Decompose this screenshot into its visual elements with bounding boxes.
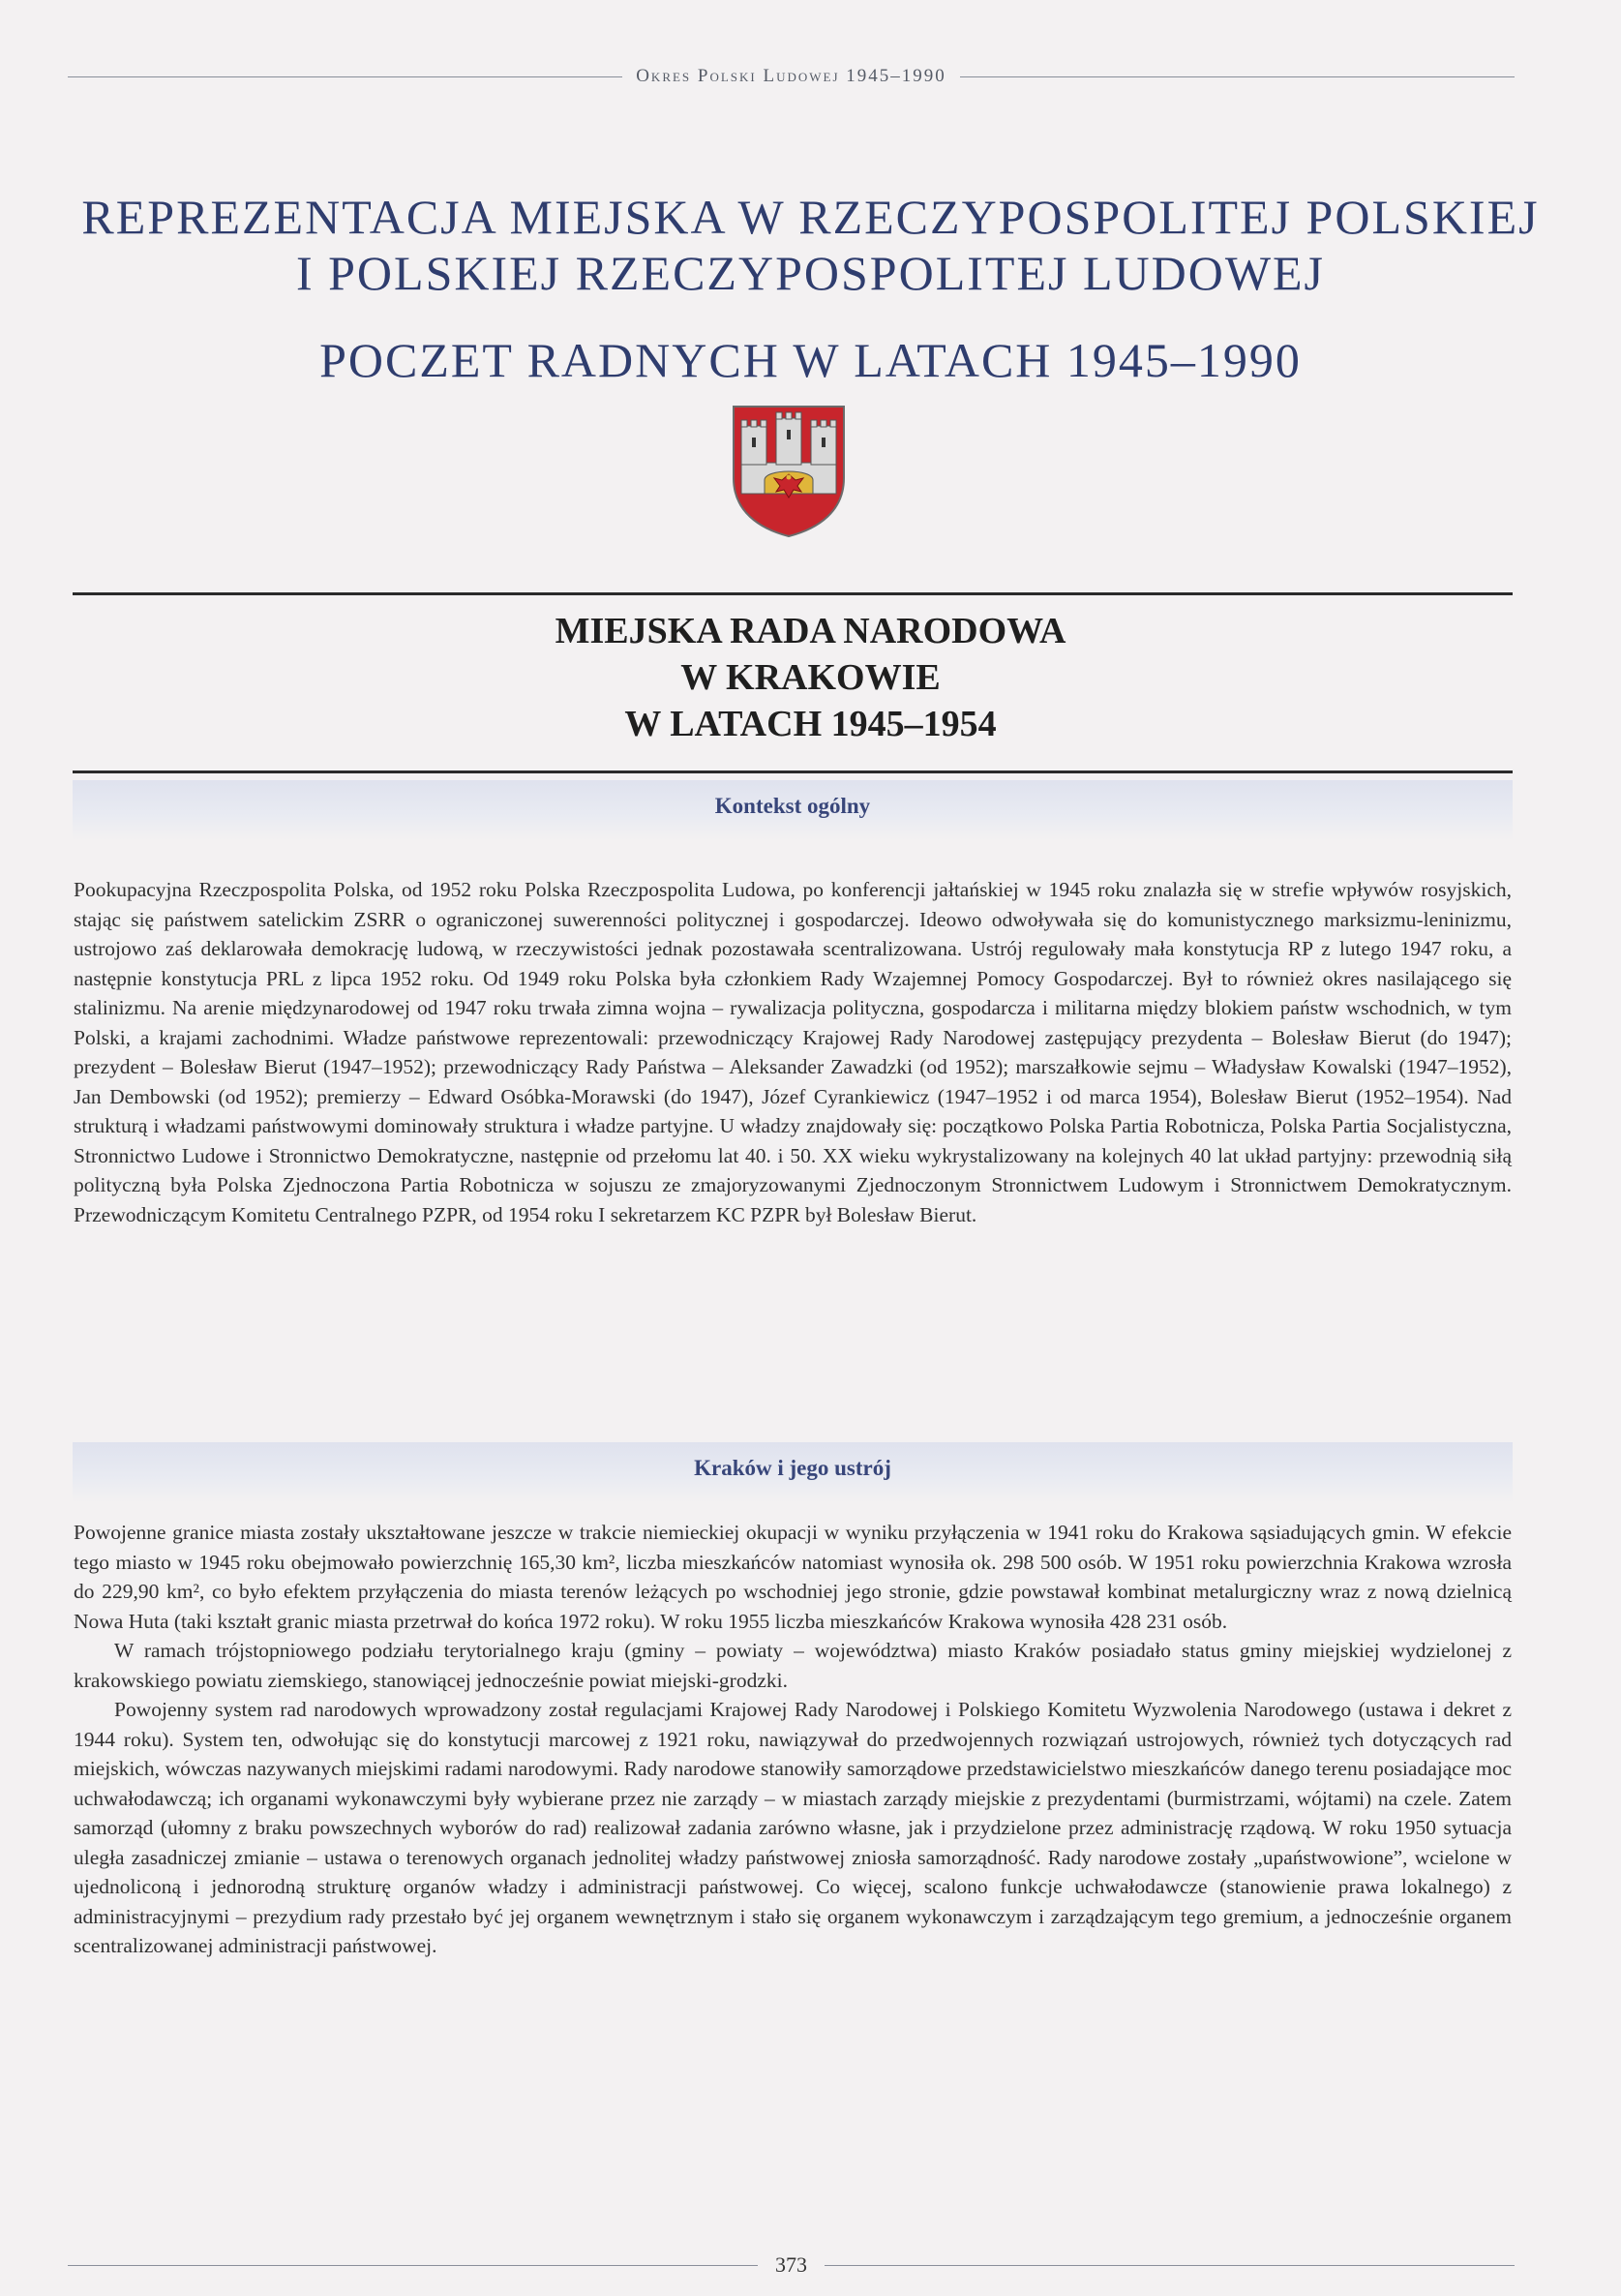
main-title-line2: I POLSKIEJ RZECZYPOSPOLITEJ LUDOWEJ: [295, 246, 1326, 300]
main-title-line1: REPREZENTACJA MIEJSKA W RZECZYPOSPOLITEJ POLSKIEJ: [81, 190, 1540, 244]
running-header: [68, 62, 1515, 91]
subheading-context: Kontekst ogólny: [714, 794, 871, 818]
body-context: [74, 875, 1512, 1229]
header-rule-right: [960, 76, 1515, 77]
rule-above-section-title: [73, 592, 1513, 595]
main-title-line3: POCZET RADNYCH W LATACH 1945–1990: [319, 333, 1302, 387]
page-number: 373: [775, 2252, 807, 2277]
subheading-band: [73, 780, 1513, 840]
running-header-text: Okres Polski Ludowej 1945–1990: [636, 66, 946, 86]
rule-below-section-title: [73, 770, 1513, 773]
section-title-line2: W KRAKOWIE: [680, 657, 941, 698]
body-krakow: [74, 1518, 1512, 1961]
paragraph: Powojenny system rad narodowych wprowadzony został regulacjami Krajowej Rady Narodowej i Polskiego Komitetu Wyzwolenia Narodowego (ustawa i dekret z 1944 roku). System ten, odwołując się do konstytucji marcowej z 1921 roku, nawiązywał do przedwojennych rozwiązań ustrojowych, również tych dotyczących rad miejskich, wówczas nazywanych miejskimi radami narodowymi. Rady narodowe stanowiły samorządowe przedstawicielstwo mieszkańców danego terenu posiadające moc uchwałodawczą; ich organami wykonawczymi były wybierane przez nie zarządy – w miastach zarządy miejskie z prezydentami (burmistrzami, wójtami) na czele. Zatem samorząd (ułomny z braku powszechnych wyborów do rad) realizował zadania zarówno własne, jak i przydzielone przez administrację rządową. W roku 1950 sytuacja uległa zasadniczej zmianie – ustawa o terenowych organach jednolitej władzy państwowej zniosła samorządność. Rady narodowe zostały „upaństwowione”, wcielone w ujednoliconą i jednorodną strukturę organów władzy i administracji państwowej. Co więcej, scalono funkcje uchwałodawcze (stanowienie prawa lokalnego) z administracyjnymi – prezydium rady przestało być jej organem wewnętrznym i stało się organem wykonawczym i zarządzającym tego gremium, a jednocześnie organem scentralizowanej administracji państwowej.: [74, 1698, 1512, 1957]
paragraph: Pookupacyjna Rzeczpospolita Polska, od 1952 roku Polska Rzeczpospolita Ludowa, po konferencji jałtańskiej w 1945 roku znalazła się w strefie wpływów rosyjskich, stając się państwem satelickim ZSRR o ograniczonej suwerenności politycznej i gospodarczej. Ideowo odwoływała się do komunistycznego marksizmu-leninizmu, ustrojowo zaś deklarowała demokrację ludową, w rzeczywistości jednak pozostawała scentralizowana. Ustrój regulowały mała konstytucja RP z lutego 1947 roku, a następnie konstytucja PRL z lipca 1952 roku. Od 1949 roku Polska była członkiem Rady Wzajemnej Pomocy Gospodarczej. Był to również okres nasilającego się stalinizmu. Na arenie międzynarodowej od 1947 roku trwała zimna wojna – rywalizacja polityczna, gospodarcza i militarna między blokiem państw wschodnich, w tym Polski, a krajami zachodnimi. Władze państwowe reprezentowali: przewodniczący Krajowej Rady Narodowej zastępujący prezydenta – Bolesław Bierut (do 1947); prezydent – Bolesław Bierut (1947–1952); przewodniczący Rady Państwa – Aleksander Zawadzki (od 1952); marszałkowie sejmu – Władysław Kowalski (1947–1952), Jan Dembowski (od 1952); premierzy – Edward Osóbka-Morawski (do 1947), Józef Cyrankiewicz (1947–1952 i od marca 1954), Bolesław Bierut (1952–1954). Nad strukturą i władzami państwowymi dominowały struktura i władze partyjne. U władzy znajdowały się: początkowo Polska Partia Robotnicza, Polska Partia Socjalistyczna, Stronnictwo Ludowe i Stronnictwo Demokratyczne, następnie od przełomu lat 40. i 50. XX wieku wykrystalizowany na kolejnych 40 lat układ partyjny: przewodnią siłą polityczną była Polska Zjednoczona Partia Robotnicza w sojuszu ze zmajoryzowanymi Zjednoczonym Stronnictwem Ludowym i Stronnictwem Demokratycznym. Przewodniczącym Komitetu Centralnego PZPR, od 1954 roku I sekretarzem KC PZPR był Bolesław Bierut.: [74, 878, 1512, 1226]
section-title-line3: W LATACH 1945–1954: [624, 704, 997, 744]
subheading-krakow: Kraków i jego ustrój: [694, 1456, 891, 1480]
footer-rule-right: [825, 2265, 1515, 2266]
paragraph: Powojenne granice miasta zostały ukształtowane jeszcze w trakcie niemieckiej okupacji w wyniku przyłączenia w 1941 roku do Krakowa sąsiadujących gmin. W efekcie tego miasto w 1945 roku obejmowało powierzchnię 165,30 km², liczba mieszkańców natomiast wynosiła ok. 298 500 osób. W 1951 roku powierzchnia Krakowa wzrosła do 229,90 km², co było efektem przyłączenia do miasta terenów leżących po wschodniej jego stronie, gdzie powstawał kombinat metalurgiczny wraz z nową dzielnicą Nowa Huta (taki kształt granic miasta przetrwał do końca 1972 roku). W roku 1955 liczba mieszkańców Krakowa wynosiła 428 231 osób.: [74, 1521, 1512, 1633]
main-title: [0, 189, 1621, 388]
section-title-line1: MIEJSKA RADA NARODOWA: [555, 611, 1066, 651]
section-title: [0, 608, 1621, 747]
paragraph: W ramach trójstopniowego podziału terytorialnego kraju (gminy – powiaty – województwa) miasto Kraków posiadało status gminy miejskiej wydzielonej z krakowskiego powiatu ziemskiego, stanowiącej jednocześnie powiat miejski-grodzki.: [74, 1639, 1512, 1692]
krakow-coat-of-arms-icon: [726, 403, 852, 538]
subheading-band: [73, 1442, 1513, 1502]
header-rule-left: [68, 76, 622, 77]
footer-rule-left: [68, 2265, 758, 2266]
page-footer: [68, 2251, 1515, 2280]
